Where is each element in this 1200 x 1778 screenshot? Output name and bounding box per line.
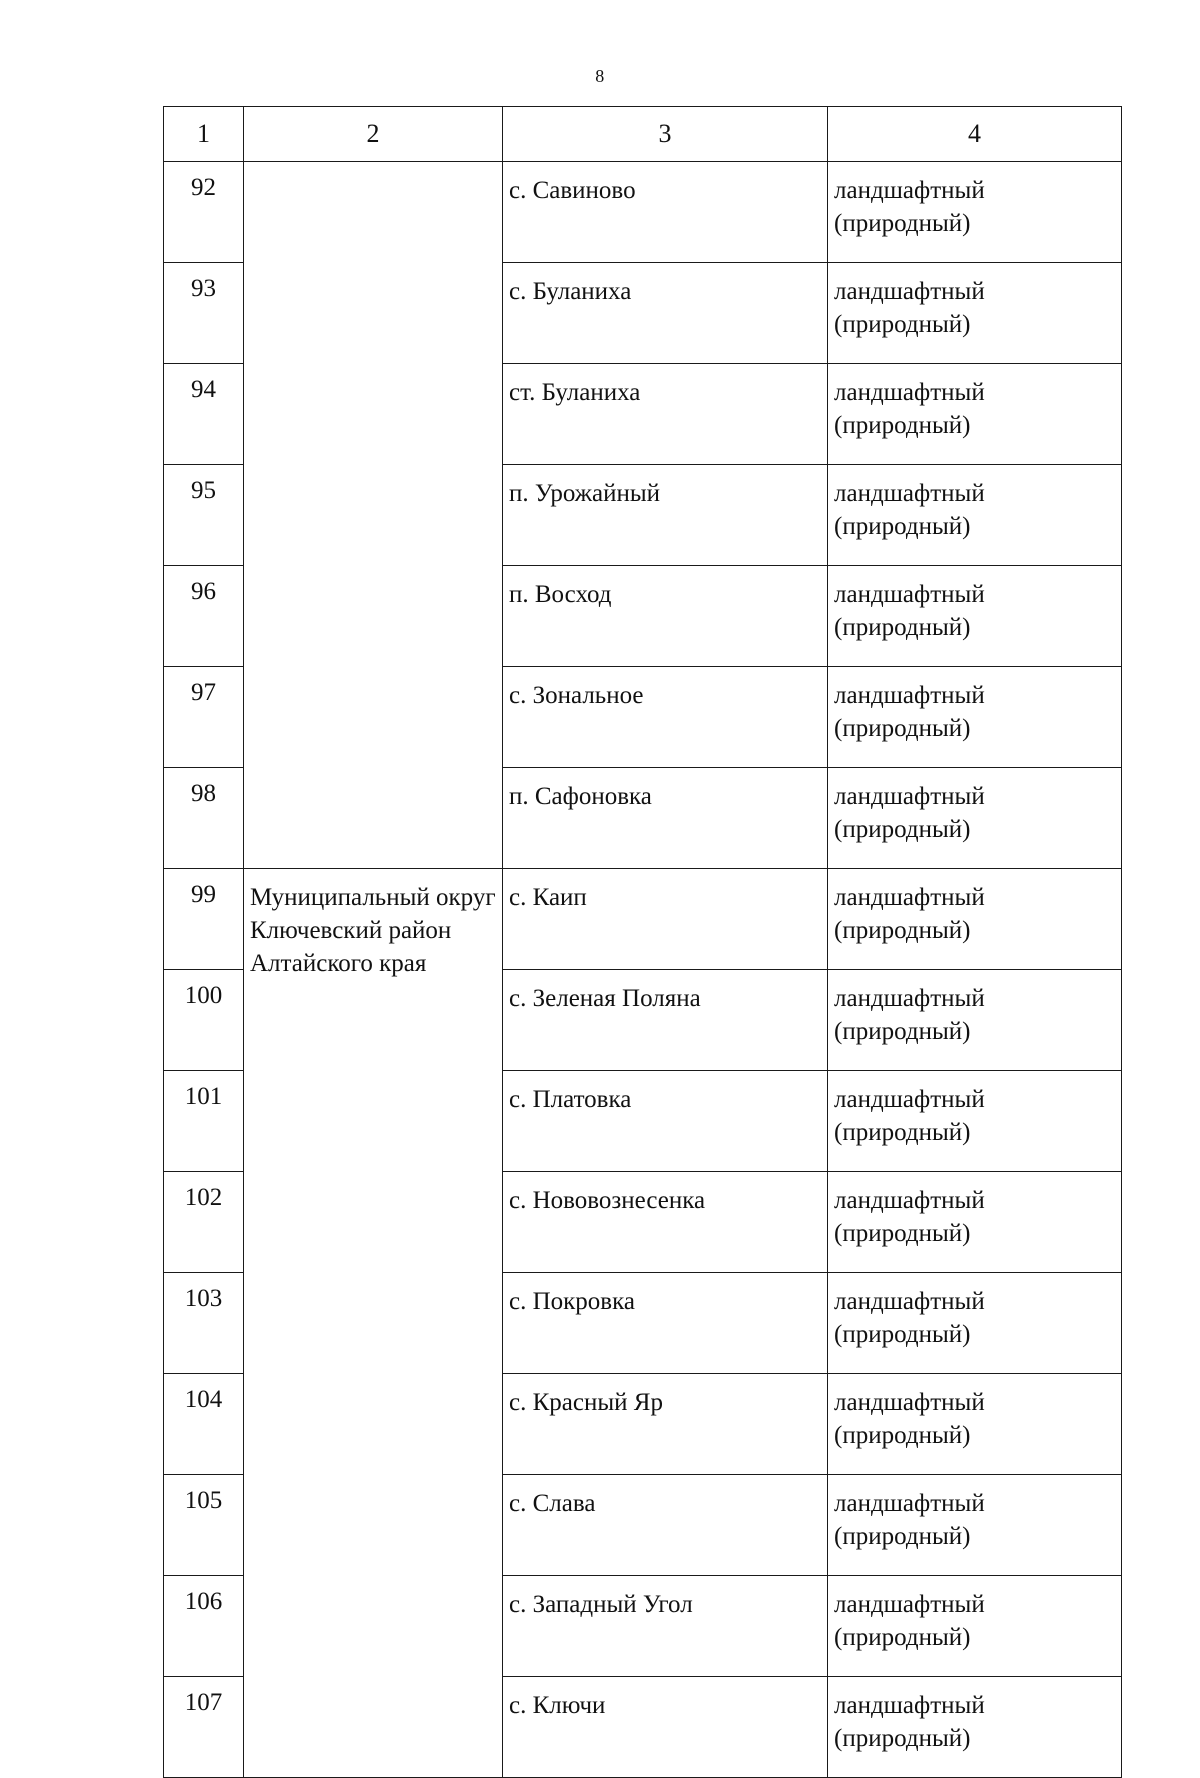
settlement-name: с. Каип <box>503 869 828 970</box>
district-cell: Муниципальный округ Ключевский район Алтайского края <box>244 869 503 1778</box>
settlement-name: п. Сафоновка <box>503 768 828 869</box>
settlement-name: с. Буланиха <box>503 263 828 364</box>
landscape-type: ландшафтный (природный) <box>828 667 1122 768</box>
landscape-type: ландшафтный (природный) <box>828 768 1122 869</box>
landscape-type: ландшафтный (природный) <box>828 869 1122 970</box>
row-number: 102 <box>164 1172 244 1273</box>
column-header-3: 3 <box>503 107 828 162</box>
row-number: 105 <box>164 1475 244 1576</box>
row-number: 106 <box>164 1576 244 1677</box>
column-header-1: 1 <box>164 107 244 162</box>
register-table <box>163 106 1122 1778</box>
column-header-4: 4 <box>828 107 1122 162</box>
settlement-name: с. Слава <box>503 1475 828 1576</box>
settlement-name: с. Зональное <box>503 667 828 768</box>
row-number: 94 <box>164 364 244 465</box>
settlement-name: п. Урожайный <box>503 465 828 566</box>
landscape-type: ландшафтный (природный) <box>828 1172 1122 1273</box>
table-row <box>164 869 1122 970</box>
landscape-type: ландшафтный (природный) <box>828 1374 1122 1475</box>
row-number: 93 <box>164 263 244 364</box>
table-row <box>164 162 1122 263</box>
settlement-name: с. Платовка <box>503 1071 828 1172</box>
landscape-type: ландшафтный (природный) <box>828 1475 1122 1576</box>
row-number: 97 <box>164 667 244 768</box>
row-number: 96 <box>164 566 244 667</box>
landscape-type: ландшафтный (природный) <box>828 162 1122 263</box>
row-number: 103 <box>164 1273 244 1374</box>
settlement-name: с. Ключи <box>503 1677 828 1778</box>
row-number: 92 <box>164 162 244 263</box>
column-header-2: 2 <box>244 107 503 162</box>
settlement-name: с. Западный Угол <box>503 1576 828 1677</box>
settlement-name: с. Нововознесенка <box>503 1172 828 1273</box>
row-number: 95 <box>164 465 244 566</box>
settlement-name: с. Покровка <box>503 1273 828 1374</box>
landscape-type: ландшафтный (природный) <box>828 566 1122 667</box>
landscape-type: ландшафтный (природный) <box>828 263 1122 364</box>
landscape-type: ландшафтный (природный) <box>828 1677 1122 1778</box>
row-number: 107 <box>164 1677 244 1778</box>
table-header-row <box>164 107 1122 162</box>
row-number: 98 <box>164 768 244 869</box>
settlement-name: с. Зеленая Поляна <box>503 970 828 1071</box>
settlement-name: ст. Буланиха <box>503 364 828 465</box>
settlement-name: п. Восход <box>503 566 828 667</box>
settlement-name: с. Красный Яр <box>503 1374 828 1475</box>
row-number: 99 <box>164 869 244 970</box>
district-cell <box>244 162 503 869</box>
landscape-type: ландшафтный (природный) <box>828 970 1122 1071</box>
page-number: 8 <box>595 66 605 86</box>
row-number: 101 <box>164 1071 244 1172</box>
landscape-type: ландшафтный (природный) <box>828 1071 1122 1172</box>
settlement-name: с. Савиново <box>503 162 828 263</box>
row-number: 100 <box>164 970 244 1071</box>
landscape-type: ландшафтный (природный) <box>828 465 1122 566</box>
row-number: 104 <box>164 1374 244 1475</box>
landscape-type: ландшафтный (природный) <box>828 364 1122 465</box>
landscape-type: ландшафтный (природный) <box>828 1273 1122 1374</box>
landscape-type: ландшафтный (природный) <box>828 1576 1122 1677</box>
